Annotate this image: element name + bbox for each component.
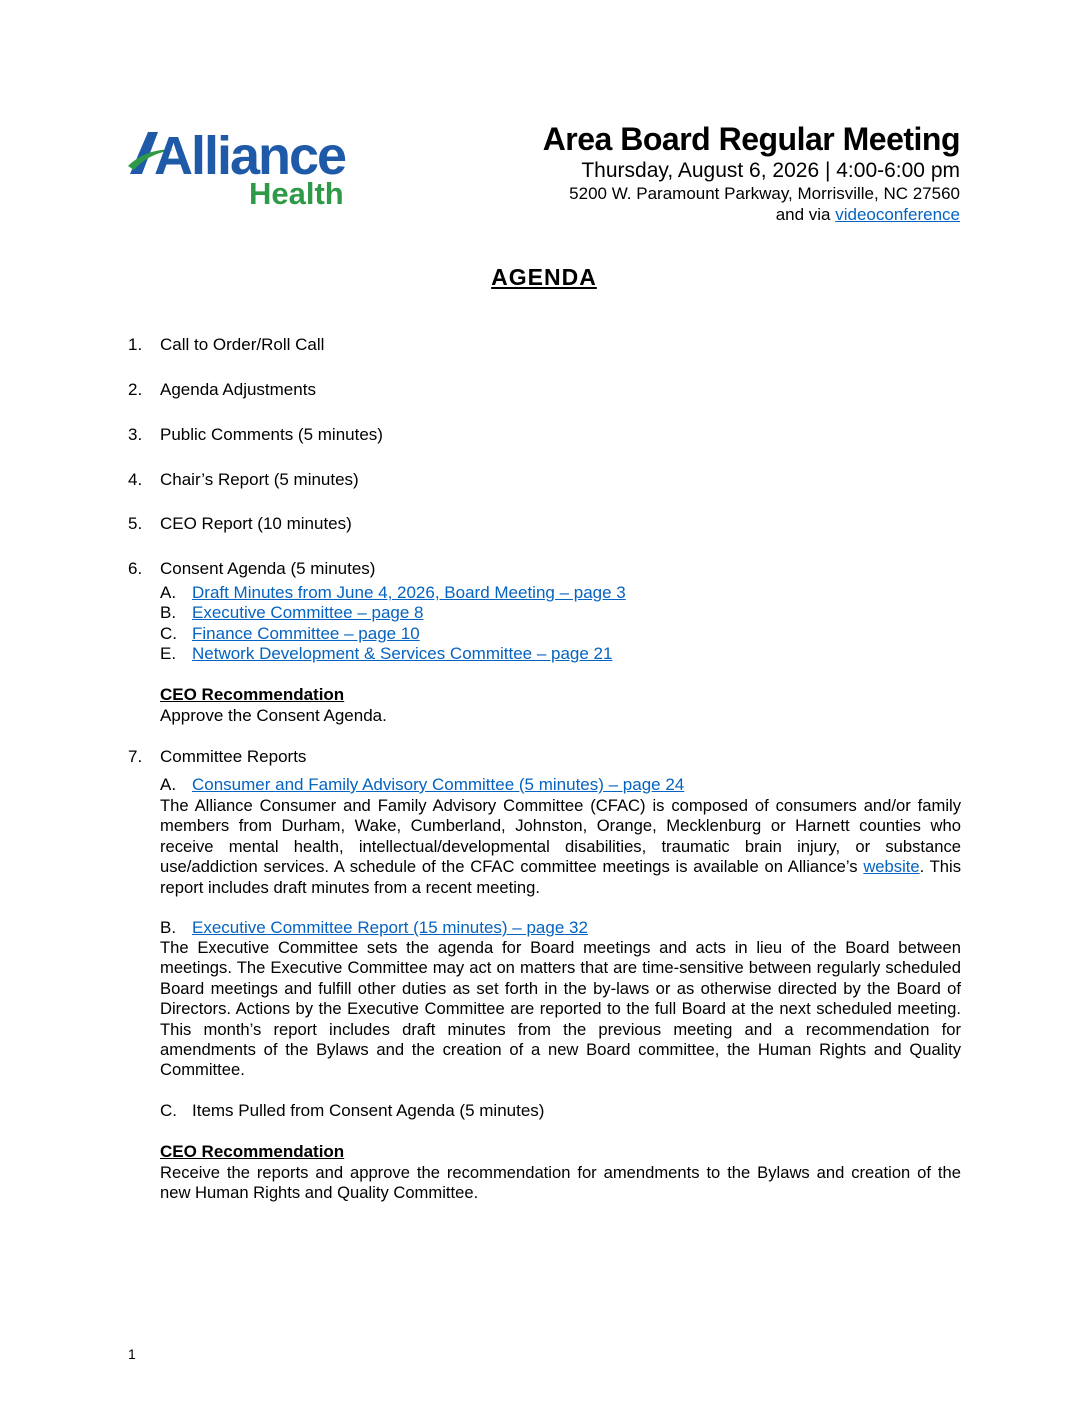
videoconference-link[interactable]: videoconference (835, 205, 960, 224)
committee-subitem-a (160, 775, 684, 796)
subitem-letter: B. (160, 918, 177, 937)
agenda-item-1 (128, 335, 324, 355)
item-number: 1. (128, 335, 143, 354)
item-label: Call to Order/Roll Call (160, 335, 325, 354)
subitem-letter: A. (160, 775, 177, 794)
subitem-letter: B. (160, 603, 177, 622)
cfac-description (160, 796, 961, 898)
item-label: Agenda Adjustments (160, 380, 316, 399)
alliance-health-logo (128, 126, 358, 210)
meeting-address: 5200 W. Paramount Parkway, Morrisville, NC 27560 (569, 184, 960, 203)
subitem-letter: A. (160, 583, 177, 602)
website-link[interactable]: website (863, 857, 920, 877)
agenda-item-2 (128, 380, 316, 400)
item-label: Consent Agenda (5 minutes) (160, 559, 376, 578)
agenda-title: AGENDA (491, 264, 597, 290)
page-number: 1 (128, 1346, 136, 1362)
subitem-label: Items Pulled from Consent Agenda (5 minutes) (192, 1101, 545, 1120)
item-label: Committee Reports (160, 747, 307, 766)
consent-subitem-b (160, 603, 424, 624)
committee-recommendation-text: Receive the reports and approve the recommendation for amendments to the Bylaws and creation of the new Human Rights and Quality Committee. (160, 1163, 961, 1203)
item-number: 2. (128, 380, 143, 399)
subitem-letter: C. (160, 1101, 177, 1120)
executive-description: The Executive Committee sets the agenda for Board meetings and acts in lieu of the Board between meetings. The Executive Committee may act on matters that are time-sensitive between regularly scheduled Board meetings and fulfill other duties as set forth in the by-laws or as otherwise directed by the Board of Directors. Actions by the Executive Committee are reported to the full Board at the next scheduled meeting. This month’s report includes draft minutes from the previous meeting and a recommendation for amendments of the Bylaws and the creation of a new Board committee, the Human Rights and Quality Committee. (160, 938, 961, 1080)
network-development-link[interactable]: Network Development & Services Committee – page 21 (192, 644, 613, 663)
logo-brand-text: Alliance (154, 126, 346, 186)
item-number: 5. (128, 514, 143, 533)
meeting-title: Area Board Regular Meeting (542, 121, 960, 157)
cfac-link[interactable]: Consumer and Family Advisory Committee (5 minutes) – page 24 (192, 775, 685, 794)
meeting-via (543, 204, 960, 225)
executive-report-link[interactable]: Executive Committee Report (15 minutes) – page 32 (192, 918, 588, 937)
draft-minutes-link[interactable]: Draft Minutes from June 4, 2026, Board Meeting – page 3 (192, 583, 626, 602)
consent-recommendation-text: Approve the Consent Agenda. (160, 706, 387, 725)
agenda-item-4 (128, 470, 359, 490)
agenda-item-3 (128, 425, 383, 445)
item-number: 7. (128, 747, 143, 766)
committee-recommendation-heading: CEO Recommendation (160, 1142, 345, 1161)
via-prefix: and via (775, 205, 836, 224)
executive-committee-link[interactable]: Executive Committee – page 8 (192, 603, 424, 622)
cfac-text-1: The Alliance Consumer and Family Advisory Committee (CFAC) is composed of consumers and/or family members from Durham, Wake, Cumberland, Johnston, Orange, Mecklenburg or Harnett counties who receive mental health, intellectual/developmental disabilities, traumatic brain injury, or substance use/addiction services. A schedule of the CFAC committee meetings is available on Alliance’s (160, 796, 961, 877)
item-label: CEO Report (10 minutes) (160, 514, 352, 533)
item-number: 3. (128, 425, 143, 444)
committee-subitem-b (160, 918, 588, 939)
agenda-item-6 (128, 559, 375, 579)
item-label: Chair’s Report (5 minutes) (160, 470, 359, 489)
agenda-item-5 (128, 514, 352, 534)
subitem-letter: C. (160, 624, 177, 643)
cfac-text-2: . This report includes draft minutes from a recent meeting. (160, 857, 961, 897)
consent-recommendation-heading: CEO Recommendation (160, 685, 345, 704)
agenda-item-7 (128, 747, 306, 767)
subitem-letter: E. (160, 644, 177, 663)
meeting-date: Thursday, August 6, 2026 | 4:00-6:00 pm (581, 159, 960, 182)
committee-subitem-c (160, 1101, 544, 1122)
consent-subitem-a (160, 583, 626, 604)
meeting-header (543, 120, 960, 225)
consent-subitem-c (160, 624, 420, 645)
finance-committee-link[interactable]: Finance Committee – page 10 (192, 624, 420, 643)
consent-subitem-e (160, 644, 612, 665)
logo-sub-text: Health (249, 176, 344, 211)
item-number: 4. (128, 470, 143, 489)
item-number: 6. (128, 559, 143, 578)
item-label: Public Comments (5 minutes) (160, 425, 383, 444)
